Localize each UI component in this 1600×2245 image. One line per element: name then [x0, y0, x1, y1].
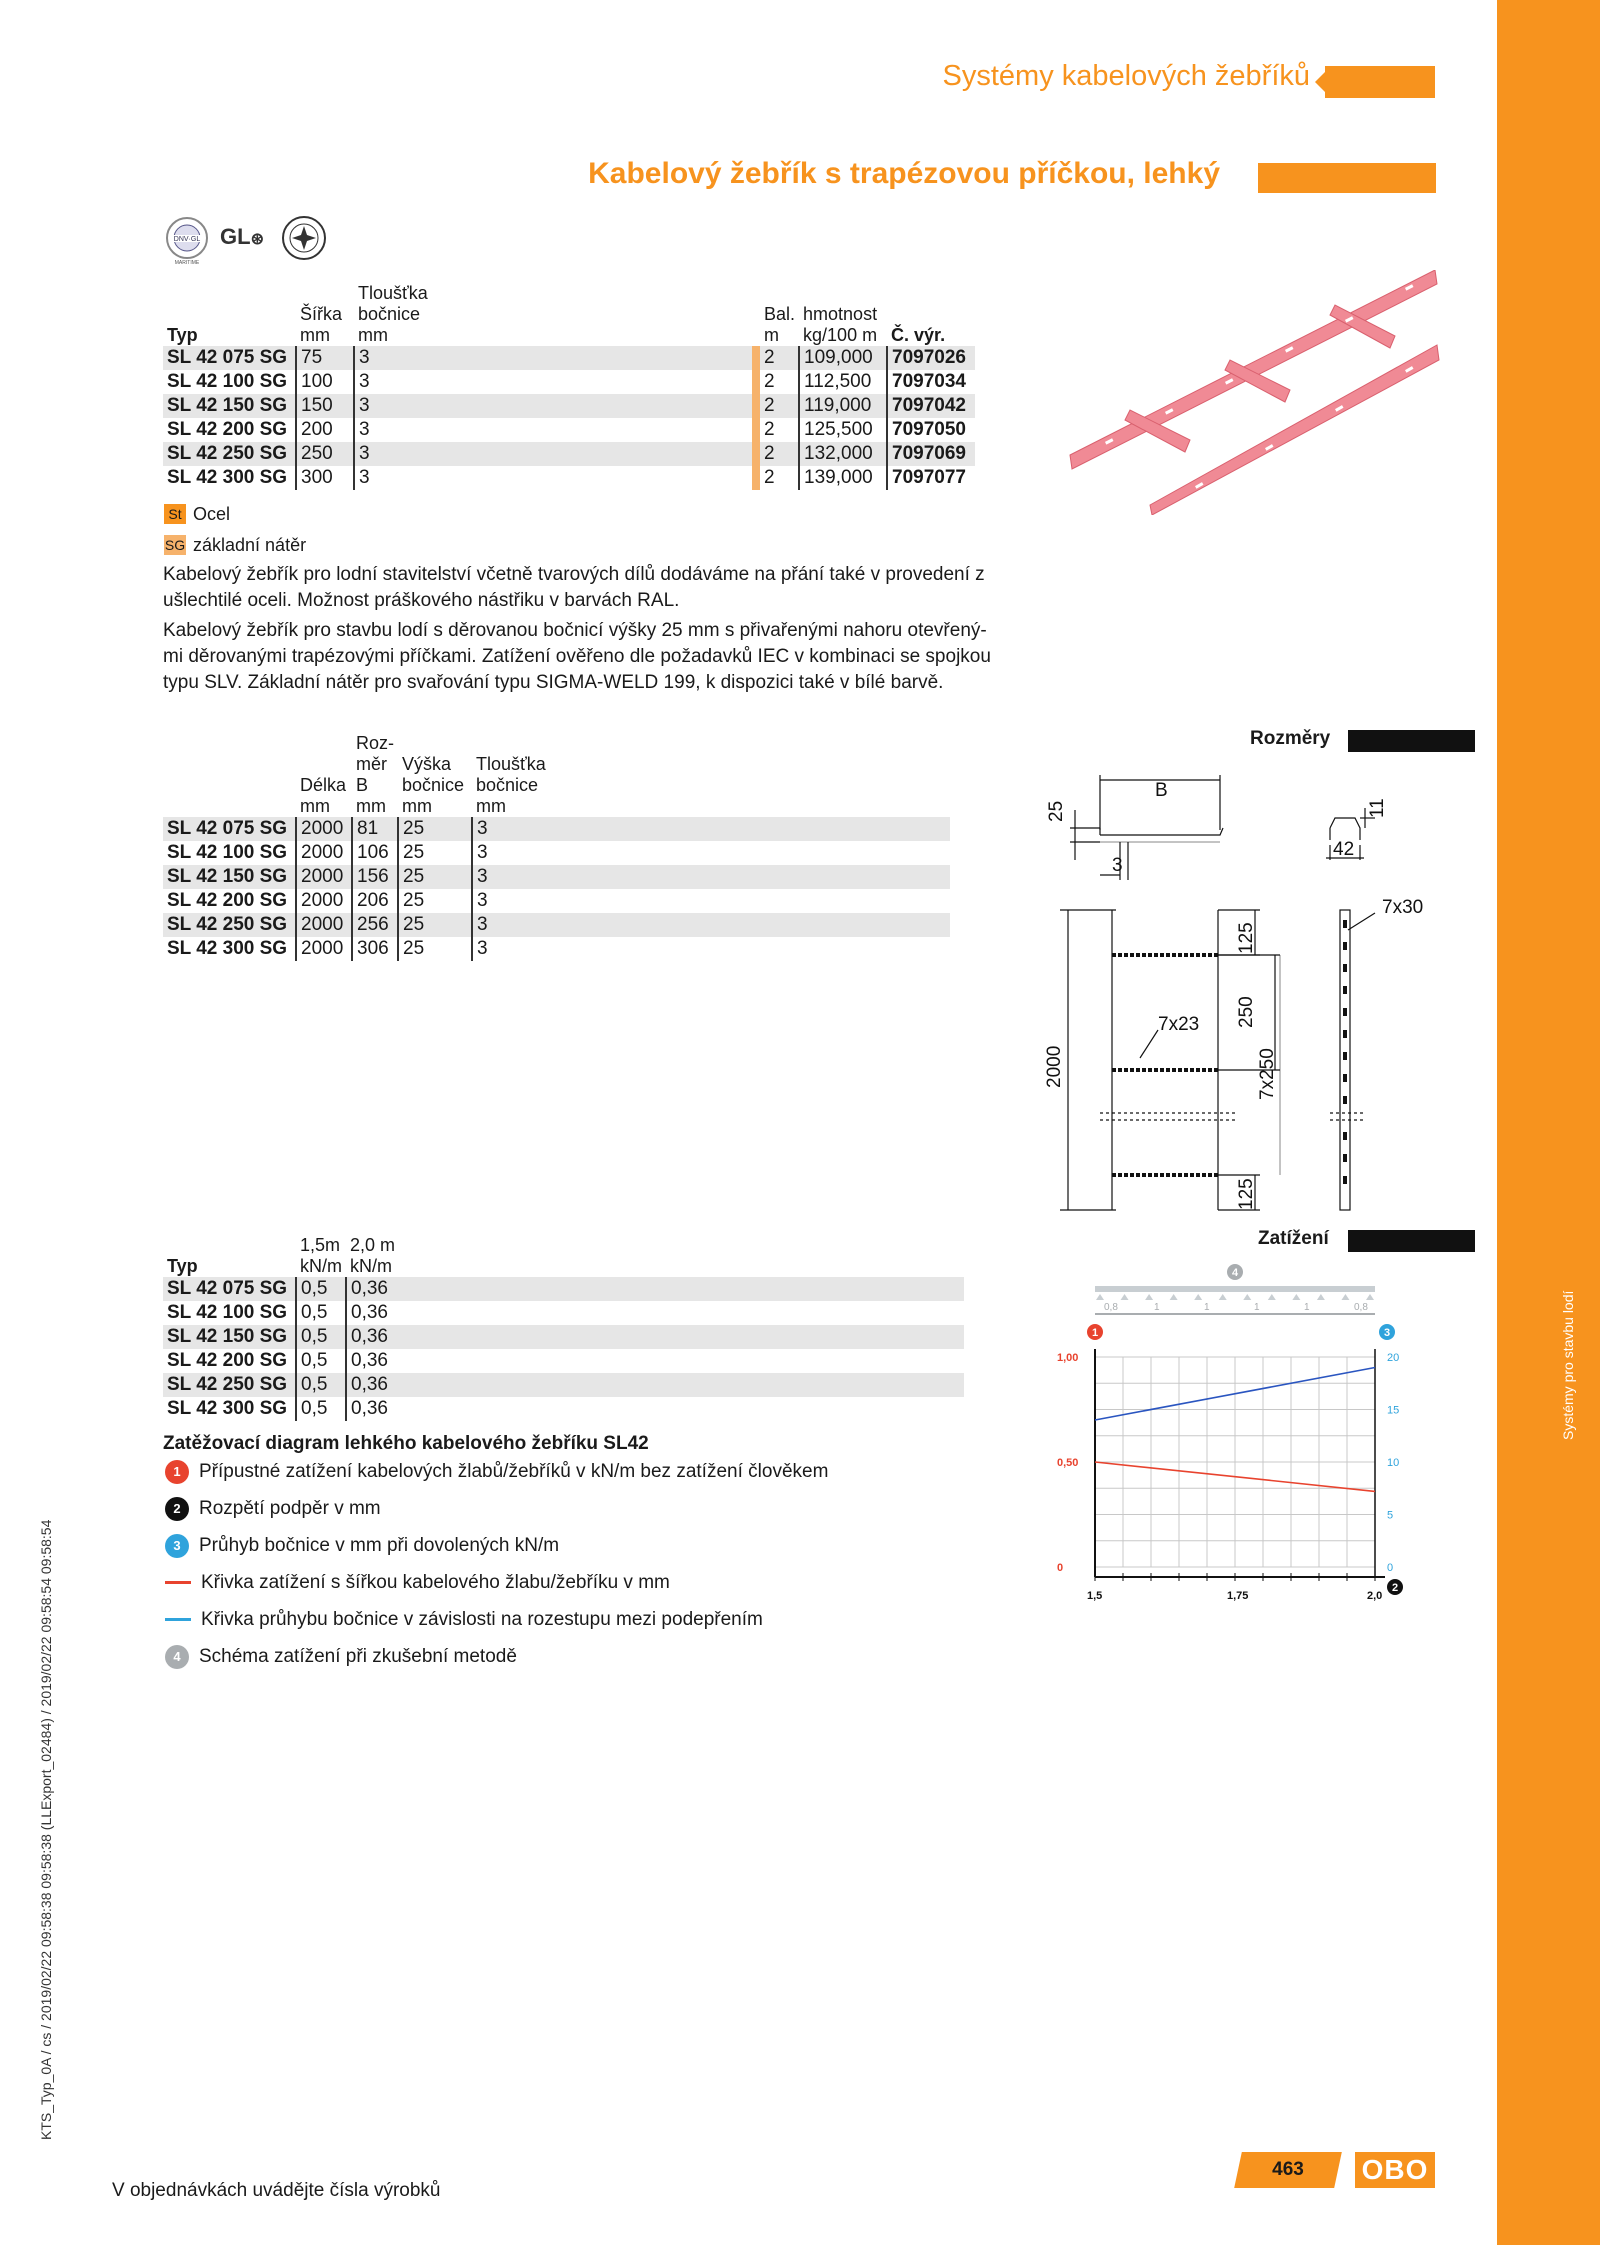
- material-sg-label: základní nátěr: [193, 535, 307, 555]
- y-tick-label-right: 20: [1387, 1352, 1400, 1364]
- product-title: Kabelový žebřík s trapézovou příčkou, lehký: [588, 157, 1220, 190]
- table-row: SL 42 075 SG 2000 81 25 3: [163, 817, 950, 841]
- legend-item: Křivka průhybu bočnice v závislosti na rozestupu mezi podepřením: [165, 1608, 763, 1632]
- y-tick-label-right: 5: [1387, 1509, 1394, 1522]
- marker-3-label: 3: [1384, 1327, 1391, 1339]
- svg-text:2000: 2000: [1044, 1045, 1065, 1088]
- svg-text:11: 11: [1367, 798, 1388, 818]
- table-row: SL 42 100 SG 0,5 0,36: [163, 1301, 964, 1325]
- table-row: SL 42 100 SG 100 3 2 112,500 7097034: [163, 370, 975, 394]
- legend-item: 1 Přípustné zatížení kabelových žlabů/žebříků v kN/m bez zatížení člověkem: [165, 1460, 828, 1484]
- page-number: 463: [1234, 2152, 1342, 2188]
- product-table: [163, 283, 975, 490]
- svg-text:B: B: [1155, 780, 1168, 801]
- table-row: SL 42 200 SG 2000 206 25 3: [163, 889, 950, 913]
- side-stripe: [1497, 0, 1600, 2245]
- y-tick-label-right: 0: [1387, 1562, 1394, 1574]
- table-row: SL 42 150 SG 150 3 2 119,000 7097042: [163, 394, 975, 418]
- legend-item: 3 Průhyb bočnice v mm při dovolených kN/m: [165, 1534, 559, 1558]
- table-row: SL 42 200 SG 200 3 2 125,500 7097050: [163, 418, 975, 442]
- svg-text:DNV·GL: DNV·GL: [173, 236, 201, 243]
- badge-2-icon: 2: [165, 1497, 189, 1521]
- load-bar: [1348, 1230, 1475, 1252]
- y-tick-label-left: 0,50: [1057, 1457, 1079, 1469]
- svg-text:7x250: 7x250: [1257, 1048, 1278, 1100]
- dnv-gl-logo: [160, 215, 214, 270]
- table-row: SL 42 300 SG 300 3 2 139,000 7097077: [163, 466, 975, 490]
- load-arrow-icon: [1170, 1294, 1178, 1300]
- section-header-title: Systémy kabelových žebříků: [942, 60, 1310, 92]
- load-arrow-icon: [1096, 1294, 1104, 1300]
- table-row: SL 42 075 SG 75 3 2 109,000 7097026: [163, 346, 975, 370]
- load-arrow-icon: [1366, 1294, 1374, 1300]
- load-arrow-icon: [1121, 1294, 1129, 1300]
- svg-text:42: 42: [1333, 839, 1355, 860]
- load-arrow-icon: [1268, 1294, 1276, 1300]
- load-chart: [1030, 1262, 1440, 1627]
- table-row: SL 42 100 SG 2000 106 25 3: [163, 841, 950, 865]
- table-row: SL 42 250 SG 2000 256 25 3: [163, 913, 950, 937]
- badge-1-icon: 1: [165, 1460, 189, 1484]
- load-arrow-icon: [1219, 1294, 1227, 1300]
- footer-text: V objednávkách uvádějte čísla výrobků: [112, 2180, 441, 2201]
- obo-logo: OBO: [1355, 2152, 1435, 2188]
- dimensions-label: Rozměry: [1250, 728, 1331, 749]
- marker-4-label: 4: [1232, 1267, 1239, 1279]
- description-1: Kabelový žebřík pro lodní stavitelství včetně tvarových dílů dodáváme na přání také v provedení z ušlechtilé oceli. Možnost práškového nástřiku v barvách RAL.: [163, 564, 985, 611]
- load-scheme-label: 0,8: [1104, 1302, 1118, 1313]
- table-header: Délka mm Roz- měr B mm Výška bočnice mm Tloušťka bočnice mm: [300, 733, 546, 816]
- load-beam: [1095, 1286, 1375, 1292]
- title-tab: [1258, 163, 1436, 193]
- badge-3-icon: 3: [165, 1534, 189, 1558]
- header-tab: [1325, 66, 1435, 98]
- table-row: SL 42 150 SG 2000 156 25 3: [163, 865, 950, 889]
- table-row: SL 42 300 SG 2000 306 25 3: [163, 937, 950, 961]
- description-2: Kabelový žebřík pro stavbu lodí s děrovanou bočnicí výšky 25 mm s přivařenými nahoru otevřený- mi děrovanými trapézovými příčkami. Zatížení ověřeno dle požadavků IEC v kombinaci se spojkou typu SLV. Základní nátěr pro svařování typu SIGMA-WELD 199, k dispozici také v bílé barvě.: [163, 620, 991, 693]
- rina-logo: [280, 214, 328, 267]
- x-tick-label: 2,0: [1367, 1590, 1383, 1602]
- y-tick-label-right: 15: [1387, 1404, 1400, 1417]
- x-tick-label: 1,5: [1087, 1590, 1103, 1602]
- svg-text:125: 125: [1236, 922, 1257, 954]
- dimensions-table: [163, 733, 950, 961]
- legend-item: 4 Schéma zatížení při zkušební metodě: [165, 1645, 517, 1669]
- diagram-title: Zatěžovací diagram lehkého kabelového žebříku SL42: [163, 1433, 649, 1454]
- dimension-drawing: [1040, 770, 1440, 1235]
- load-scheme-label: 1: [1304, 1302, 1310, 1313]
- side-label: Systémy pro stavbu lodí: [1560, 1290, 1576, 1440]
- gl-logo: GL⊛: [220, 224, 264, 249]
- dimensions-bar: [1348, 730, 1475, 752]
- table-row: SL 42 250 SG 0,5 0,36: [163, 1373, 964, 1397]
- table-header: Typ 1,5m kN/m 2,0 m kN/m: [167, 1235, 396, 1276]
- y-tick-label-left: 1,00: [1057, 1352, 1079, 1364]
- svg-text:250: 250: [1236, 996, 1257, 1028]
- svg-text:125: 125: [1236, 1178, 1257, 1210]
- load-arrow-icon: [1194, 1294, 1202, 1300]
- load-arrow-icon: [1292, 1294, 1300, 1300]
- table-row: SL 42 300 SG 0,5 0,36: [163, 1397, 964, 1421]
- svg-text:7x23: 7x23: [1158, 1014, 1200, 1035]
- load-arrow-icon: [1145, 1294, 1153, 1300]
- y-tick-label-left: 0: [1057, 1562, 1064, 1574]
- svg-text:7x30: 7x30: [1382, 897, 1424, 918]
- print-info: KTS_Typ_0A / cs / 2019/02/22 09:58:38 09:58:38 (LLExport_02484) / 2019/02/22 09:58:54 09:58:54: [38, 1519, 54, 2140]
- legend-item: Křivka zatížení s šířkou kabelového žlabu/žebříku v mm: [165, 1571, 670, 1595]
- material-st-badge: St: [164, 504, 186, 524]
- table-row: SL 42 150 SG 0,5 0,36: [163, 1325, 964, 1349]
- load-arrow-icon: [1317, 1294, 1325, 1300]
- load-table: [163, 1235, 964, 1421]
- legend-item: 2 Rozpětí podpěr v mm: [165, 1497, 381, 1521]
- load-label: Zatížení: [1258, 1228, 1329, 1249]
- table-row: SL 42 200 SG 0,5 0,36: [163, 1349, 964, 1373]
- load-scheme-label: 1: [1204, 1302, 1210, 1313]
- load-scheme-label: 1: [1154, 1302, 1160, 1313]
- badge-4-icon: 4: [165, 1645, 189, 1669]
- x-tick-label: 1,75: [1227, 1590, 1249, 1602]
- material-sg-badge: SG: [164, 537, 186, 553]
- product-image: [1065, 270, 1440, 520]
- marker-2-label: 2: [1392, 1582, 1399, 1594]
- red-line-icon: [165, 1581, 191, 1584]
- material-st-label: Ocel: [193, 504, 231, 524]
- svg-text:MARITIME: MARITIME: [174, 260, 200, 265]
- y-tick-label-right: 10: [1387, 1457, 1400, 1469]
- table-header: Typ Šířka mm Tloušťka bočnice mm Bal. m hmotnost kg/100 m Č. výr.: [167, 283, 946, 345]
- svg-text:3: 3: [1112, 855, 1123, 876]
- load-scheme-label: 1: [1254, 1302, 1260, 1313]
- svg-text:25: 25: [1046, 800, 1067, 822]
- table-row: SL 42 250 SG 250 3 2 132,000 7097069: [163, 442, 975, 466]
- load-arrow-icon: [1243, 1294, 1251, 1300]
- marker-1-label: 1: [1092, 1327, 1099, 1339]
- table-row: SL 42 075 SG 0,5 0,36: [163, 1277, 964, 1301]
- blue-line-icon: [165, 1618, 191, 1621]
- load-scheme-label: 0,8: [1354, 1302, 1368, 1313]
- load-arrow-icon: [1341, 1294, 1349, 1300]
